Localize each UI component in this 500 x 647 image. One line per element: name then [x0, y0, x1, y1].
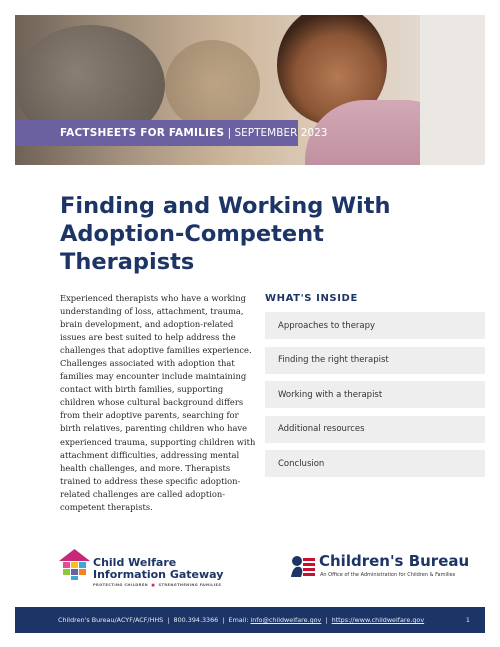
toc-item-additional-resources[interactable]: Additional resources [265, 416, 485, 443]
page-title: Finding and Working With Adoption-Competent Therapists [60, 193, 391, 275]
banner-separator: | [227, 127, 232, 139]
footer-website-link[interactable]: https://www.childwelfare.gov [331, 616, 425, 624]
footer-org: Children's Bureau/ACYF/ACF/HHS [58, 616, 164, 624]
cwig-house-icon [58, 548, 91, 581]
childrens-bureau-subtitle: An Office of the Administration for Children & Families [320, 572, 456, 578]
toc-item-approaches[interactable]: Approaches to therapy [265, 312, 485, 339]
series-label: FACTSHEETS FOR FAMILIES [60, 127, 225, 139]
photo-adult-figure [420, 15, 485, 165]
whats-inside-heading: WHAT'S INSIDE [265, 293, 358, 304]
footer-phone: 800.394.3366 [173, 616, 219, 624]
table-of-contents [265, 312, 485, 485]
page-number: 1 [465, 616, 470, 624]
toc-item-working-with-therapist[interactable]: Working with a therapist [265, 381, 485, 408]
intro-paragraph: Experienced therapists who have a working understanding of loss, attachment, trauma, brain development, and adoption-related issues are best suited to help address the challenges that adoptive families experience. Challenges associated with adoption that families may encounter include maintaining contact with birth families, supporting children whose cultural background differs from their adoptive parents, searching for birth relatives, parenting children who have experienced trauma, supporting children with attachment difficulties, addressing mental health challenges, and more. Therapists trained to address these specific adoption-related challenges are called adoption-competent therapists. [60, 293, 256, 512]
photo-background-shape [165, 40, 260, 130]
cwig-tagline: PROTECTING CHILDREN ■ STRENGTHENING FAMILIES [93, 583, 222, 587]
publication-date: SEPTEMBER 2023 [234, 127, 328, 139]
footer-email-link[interactable]: info@childwelfare.gov [250, 616, 322, 624]
childrens-bureau-name: Children's Bureau [319, 552, 470, 570]
cwig-name: Child Welfare Information Gateway [93, 556, 224, 581]
toc-item-conclusion[interactable]: Conclusion [265, 450, 485, 477]
footer-email-label: Email: [228, 616, 249, 624]
childrens-bureau-emblem-icon [288, 553, 316, 579]
publication-banner [15, 120, 328, 146]
page-footer: Children's Bureau/ACYF/ACF/HHS | 800.394.3366 | Email: info@childwelfare.gov | https://www.childwelfare.gov 1 [15, 607, 485, 633]
toc-item-finding-therapist[interactable]: Finding the right therapist [265, 347, 485, 374]
